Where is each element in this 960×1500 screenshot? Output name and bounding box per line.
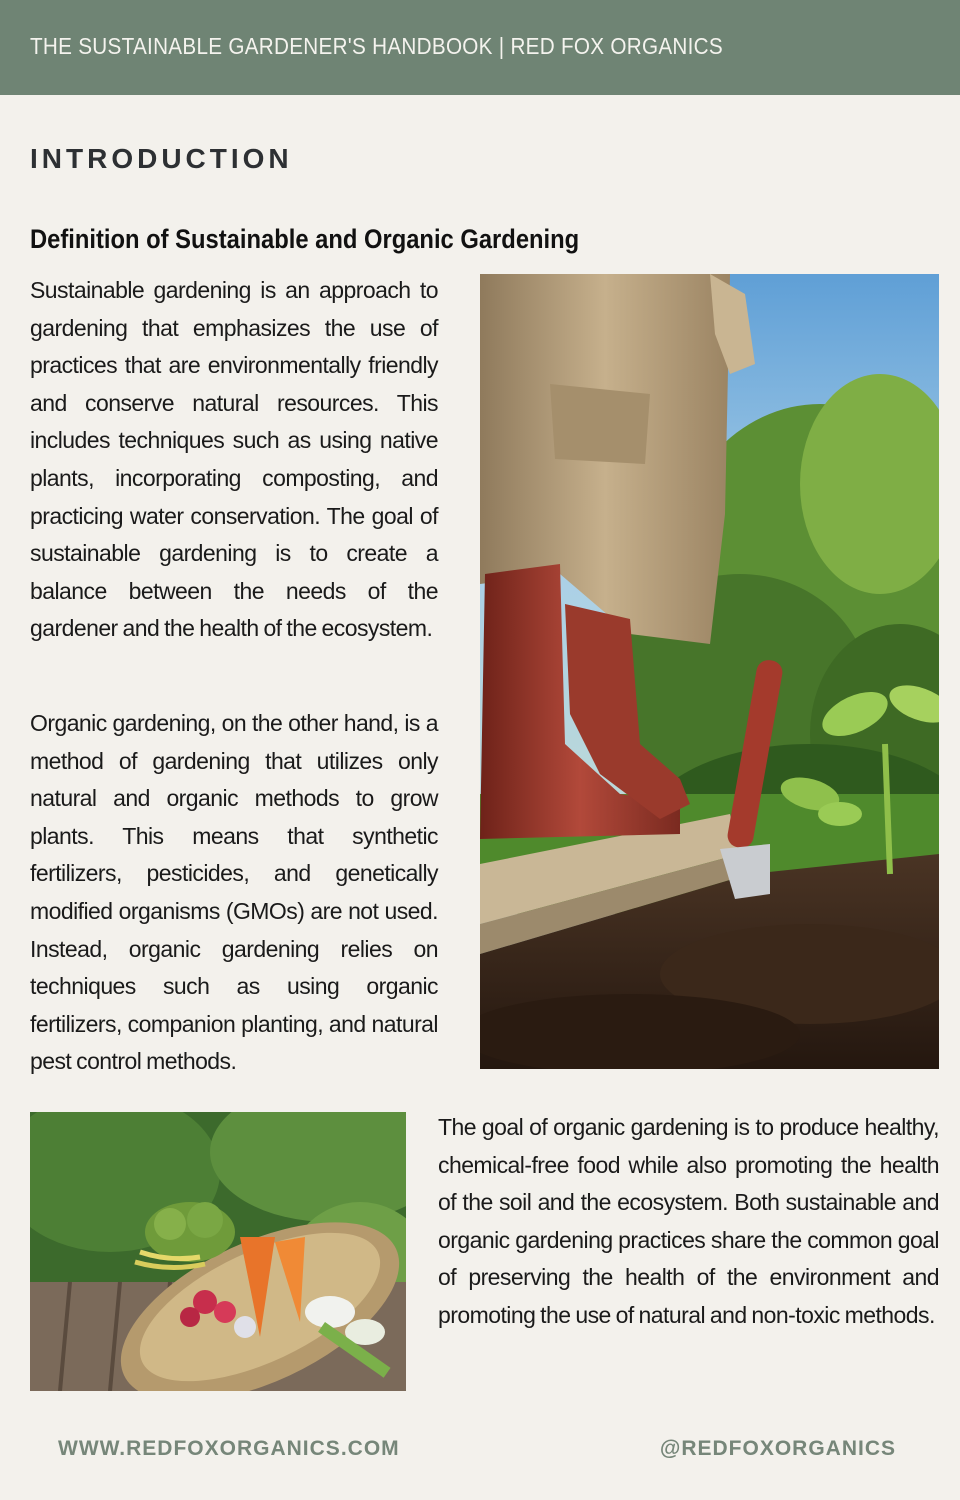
paragraph-organic: Organic gardening, on the other hand, is a method of gardening that utilizes only natural and organic methods to grow plants. This means that synthetic fertilizers, pesticides, and genetically modified organisms (GMOs) are not used. Instead, organic gardening relies on techniques such as using organic fertilizers, companion planting, and natural pest control methods. — [30, 710, 438, 1075]
gardener-boots-photo — [480, 274, 939, 1069]
vegetable-basket-photo — [30, 1112, 406, 1391]
section-heading: INTRODUCTION — [30, 143, 293, 174]
paragraph-sustainable: Sustainable gardening is an approach to gardening that emphasizes the use of practices that are environmentally friendly and conserve natural resources. This includes techniques such as using native plants, incorporating composting, and practicing water conservation. The goal of sustainable gardening is to create a balance between the needs of the gardener and the health of the ecosystem. — [30, 277, 438, 642]
paragraph-goal: The goal of organic gardening is to produce healthy, chemical-free food while also promoting the health of the soil and the ecosystem. Both sustainable and organic gardening practices share the common goal of preserving the health of the environment and promoting the use of natural and non-toxic methods. — [438, 1114, 939, 1328]
subheading: Definition of Sustainable and Organic Gardening — [30, 224, 580, 254]
footer-social-handle[interactable]: @REDFOXORGANICS — [659, 1437, 896, 1460]
header-title: THE SUSTAINABLE GARDENER'S HANDBOOK | RED FOX ORGANICS — [30, 33, 723, 59]
gardener-boots-illustration — [480, 274, 939, 1069]
footer-website-link[interactable]: WWW.REDFOXORGANICS.COM — [58, 1437, 400, 1460]
header-bar — [0, 0, 960, 95]
vegetable-basket-illustration — [30, 1112, 406, 1391]
